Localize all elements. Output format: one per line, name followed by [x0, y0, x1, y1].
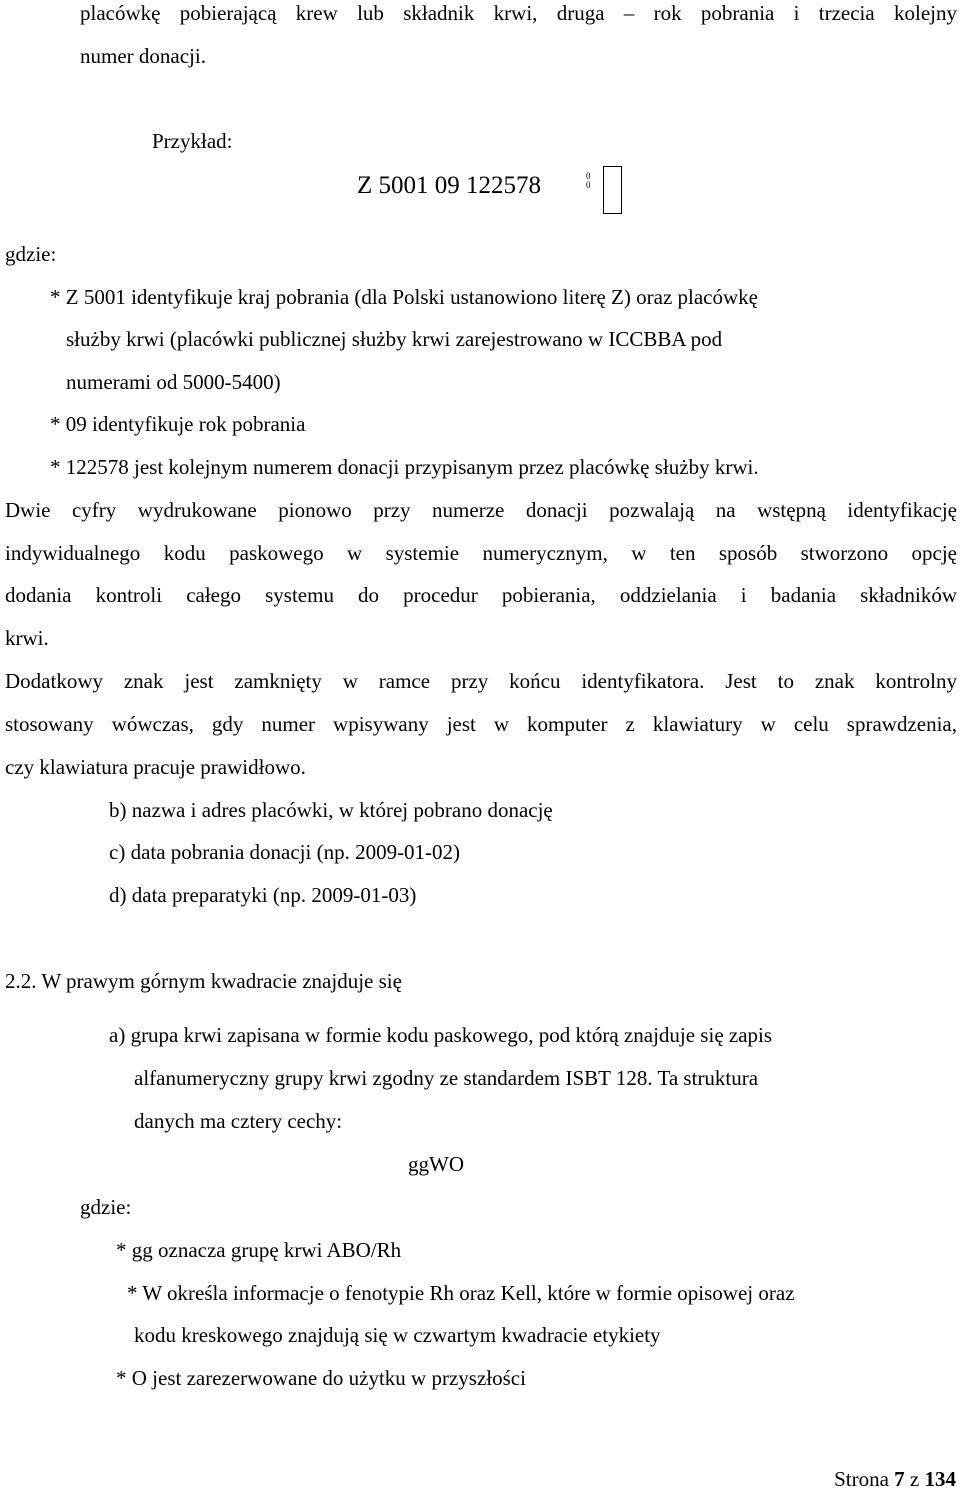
page-prefix: Strona [834, 1467, 889, 1491]
text-line: numer donacji. [80, 44, 206, 68]
page-separator: z [909, 1467, 920, 1491]
list-item-b: b) nazwa i adres placówki, w której pobrano donację [109, 798, 553, 822]
list-item-a-continued: alfanumeryczny grupy krwi zgodny ze standardem ISBT 128. Ta struktura [134, 1066, 759, 1090]
where-label: gdzie: [80, 1195, 132, 1219]
code-structure: ggWO [408, 1152, 464, 1176]
list-item-c: c) data pobrania donacji (np. 2009-01-02) [109, 840, 461, 864]
paragraph-line: dodania kontroli całego systemu do procedur pobierania, oddzielania i badania składników [5, 583, 957, 607]
donation-number-example: Z 5001 09 122578 [357, 172, 542, 199]
list-item-a: a) grupa krwi zapisana w formie kodu paskowego, pod którą znajduje się zapis [109, 1023, 773, 1047]
bullet-item: * Z 5001 identyfikuje kraj pobrania (dla Polski ustanowiono literę Z) oraz placówkę [50, 285, 758, 309]
bullet-item-continued: numerami od 5000-5400) [66, 370, 281, 394]
bullet-item: * gg oznacza grupę krwi ABO/Rh [116, 1238, 402, 1262]
list-item-a-continued: danych ma cztery cechy: [134, 1109, 343, 1133]
vertical-check-digits [586, 172, 591, 190]
bullet-item: * W określa informacje o fenotypie Rh oraz Kell, które w formie opisowej oraz [127, 1281, 795, 1305]
current-page: 7 [894, 1467, 905, 1491]
paragraph-line: krwi. [5, 626, 49, 650]
example-label: Przykład: [152, 129, 233, 153]
section-heading: 2.2. W prawym górnym kwadracie znajduje się [5, 969, 402, 993]
bullet-item: * 09 identyfikuje rok pobrania [50, 412, 306, 436]
bullet-item: * O jest zarezerwowane do użytku w przyszłości [116, 1366, 526, 1390]
paragraph-line: Dodatkowy znak jest zamknięty w ramce przy końcu identyfikatora. Jest to znak kontrolny [5, 669, 957, 693]
text-line: placówkę pobierającą krew lub składnik krwi, druga – rok pobrania i trzecia kolejny [80, 1, 957, 25]
paragraph-line: Dwie cyfry wydrukowane pionowo przy numerze donacji pozwalają na wstępną identyfikację [5, 498, 957, 522]
where-label: gdzie: [5, 242, 57, 266]
paragraph-line: indywidualnego kodu paskowego w systemie numerycznym, w ten sposób stworzono opcję [5, 541, 957, 565]
bullet-item-continued: służby krwi (placówki publicznej służby krwi zarejestrowano w ICCBBA pod [66, 327, 723, 351]
paragraph-line: czy klawiatura pracuje prawidłowo. [5, 755, 306, 779]
bullet-item: * 122578 jest kolejnym numerem donacji przypisanym przez placówkę służby krwi. [50, 455, 759, 479]
check-digit: 0 [586, 171, 591, 181]
check-digit: 0 [586, 180, 591, 190]
page-number [834, 1466, 956, 1492]
paragraph-line: stosowany wówczas, gdy numer wpisywany jest w komputer z klawiatury w celu sprawdzenia, [5, 712, 957, 736]
check-character-box [603, 166, 622, 214]
bullet-item-continued: kodu kreskowego znajdują się w czwartym kwadracie etykiety [134, 1323, 661, 1347]
list-item-d: d) data preparatyki (np. 2009-01-03) [109, 883, 417, 907]
total-pages: 134 [924, 1467, 956, 1491]
